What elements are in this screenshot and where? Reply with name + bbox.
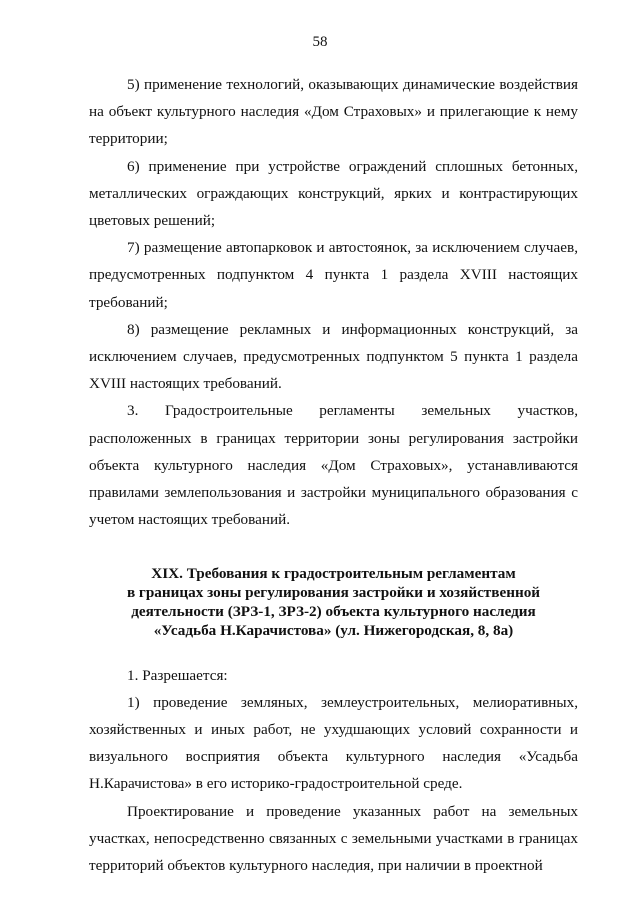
section-heading-line: в границах зоны регулирования застройки и хозяйственной	[126, 584, 541, 602]
paragraph-item-5: 5) применение технологий, оказывающих динамические воздействия на объект культурного наследия «Дом Страховых» и прилегающие к нему территории;	[89, 76, 578, 148]
section-heading-line: «Усадьба Н.Карачистова» (ул. Нижегородская, 8, 8а)	[153, 621, 514, 639]
paragraph-item-6: 6) применение при устройстве ограждений сплошных бетонных, металлических ограждающих конструкций, ярких и контрастирующих цветовых решений;	[89, 157, 578, 230]
paragraph-item-7: 7) размещение автопарковок и автостоянок, за исключением случаев, предусмотренных подпунктом 4 пункта 1 раздела XVIII настоящих требований;	[89, 239, 578, 311]
paragraph-clause-3: 3. Градостроительные регламенты земельных участков, расположенных в границах территории зоны регулирования застройки объекта культурного наследия «Дом Страховых», устанавливаются правилами землепользования и застройки муниципального образования с учетом настоящих требований.	[89, 402, 578, 529]
page-number: 58	[312, 34, 328, 50]
section-heading-line: деятельности (ЗРЗ-1, ЗРЗ-2) объекта культурного наследия	[131, 603, 536, 621]
section-heading	[89, 565, 578, 640]
paragraph-clause-1: 1. Разрешается:	[127, 666, 228, 684]
paragraph-subitem-1: 1) проведение земляных, землеустроительных, мелиоративных, хозяйственных и иных работ, не ухудшающих условий сохранности и визуального восприятия объекта культурного наследия «Усадьба Н.Карачистова» в его историко-градостроительной среде.	[89, 693, 578, 793]
section-heading-line: XIX. Требования к градостроительным регламентам	[151, 565, 516, 583]
paragraph-design-work: Проектирование и проведение указанных работ на земельных участках, непосредственно связанных с земельными участками в границах территорий объектов культурного наследия, при наличии в проектной	[89, 802, 578, 875]
spacer	[89, 641, 578, 662]
paragraph-item-8: 8) размещение рекламных и информационных конструкций, за исключением случаев, предусмотренных подпунктом 5 пункта 1 раздела XVIII настоящих требований.	[89, 320, 578, 393]
document-body	[89, 71, 578, 879]
